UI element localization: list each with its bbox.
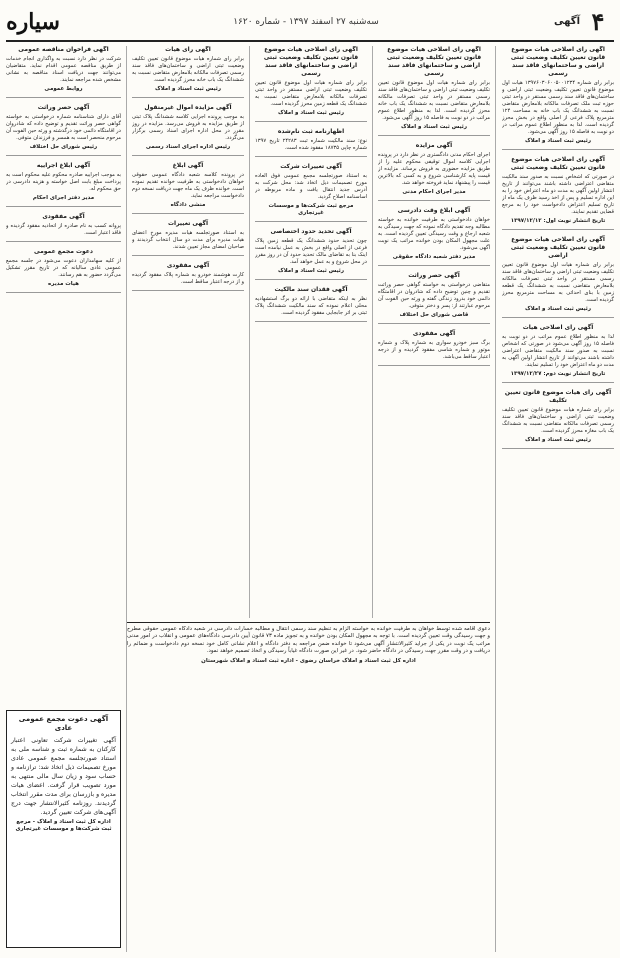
legal-notice — [502, 46, 614, 150]
legal-notice — [255, 128, 367, 157]
notice-heading: آگهی مزایده اموال غیرمنقول — [144, 104, 232, 111]
notice-heading: آگهی مفقودی — [42, 213, 85, 220]
framed-notice-body: آگهی تغییرات شرکت تعاونی اعتبار کارکنان به شماره ثبت و شناسه ملی به استناد صورتجلسه مجمع عمومی عادی مورخ تصمیمات ذیل اتخاذ شد: ترازنامه و حساب سود و زیان سال مالی منتهی به مورد تصویب قرار گرفت. اعضای هیات مدیره و بازرسان برای مدت مقرر انتخاب گردیدند. روزنامه کثیرالانتشار جهت درج آگهی‌های شرکت تعیین گردید. — [11, 737, 116, 816]
legal-notice — [255, 228, 367, 280]
framed-notice-title: آگهی دعوت مجمع عمومی عادی — [18, 715, 109, 732]
notice-heading: آگهی تحدید حدود اختصاصی — [270, 228, 352, 235]
masthead — [6, 6, 614, 42]
legal-notice — [132, 220, 244, 256]
notice-signature: رئیس ثبت اسناد و املاک — [525, 138, 591, 144]
notice-heading: آگهی رای اصلاحی هیات — [522, 324, 594, 331]
notice-heading: اظهارنامه ثبت نام‌شده — [277, 128, 345, 135]
legal-notice — [502, 389, 614, 449]
notice-signature: روابط عمومی — [44, 86, 83, 92]
notice-heading: آگهی ابلاغ — [172, 162, 204, 169]
notice-signature: مدیر دفتر اجرای احکام — [32, 195, 95, 201]
notice-body: برگ سبز خودرو سواری به شماره پلاک و شماره موتور و شماره شاسی مفقود گردیده و از درجه اعتبار ساقط می‌باشد. — [378, 340, 490, 360]
column-divider — [495, 46, 496, 952]
newspaper-page — [6, 6, 614, 952]
legal-notice — [132, 262, 244, 291]
notice-body: به موجب پرونده اجرایی کلاسه ششدانگ پلاک ثبتی از طریق مزایده به فروش می‌رسد. مزایده در روز مقرر در محل اداره اجرای اسناد رسمی برگزار می‌گردد. — [132, 114, 244, 141]
notice-heading: آگهی تغییرات — [167, 220, 209, 227]
notice-heading: آگهی فراخوان مناقصه عمومی — [18, 46, 109, 53]
notice-signature: رئیس ثبت اسناد و املاک — [401, 124, 467, 130]
notice-body: برابر رای شماره هیات اول موضوع قانون تعیین تکلیف وضعیت ثبتی اراضی و ساختمان‌های فاقد سند رسمی مستقر در واحد ثبتی تصرفات مالکانه بلامعارض متقاضی نسبت به ششدانگ یک قطعه زمین با بنای احداثی به مساحت مترمربع محرز گردیده است. — [502, 262, 614, 303]
notice-heading: دعوت مجمع عمومی — [34, 248, 93, 255]
notice-body: کارت هوشمند خودرو به شماره پلاک مفقود گردیده و از درجه اعتبار ساقط است. — [132, 272, 244, 285]
notice-body: در پرونده کلاسه شعبه دادگاه عمومی حقوقی خواهان دادخواستی به طرفیت خوانده تقدیم نموده است. خوانده ظرف یک ماه جهت دریافت نسخه دوم دادخواست مراجعه نماید. — [132, 172, 244, 199]
column-3 — [255, 46, 367, 618]
notice-heading: آگهی فقدان سند مالکیت — [274, 286, 348, 293]
legal-notice — [132, 104, 244, 156]
bottom-wide-body: دعوی اقامه شده توسط خواهان به طرفیت خوانده به خواسته الزام به تنظیم سند رسمی انتقال و مطالبه خسارات دادرسی در شعبه دادگاه عمومی حقوقی مطرح و جهت رسیدگی وقت تعیین گردیده است. با توجه به مجهول المکان بودن خوانده و به تجویز ماده ۷۳ قانون آیین دادرسی دادگاه‌های عمومی و انقلاب در امور مدنی مراتب یک نوبت در یکی از جراید کثیرالانتشار آگهی می‌شود تا خوانده ضمن مراجعه به دفتر دادگاه و اعلام نشانی کامل خود نسخه دوم دادخواست و ضمائم را دریافت و در وقت مقرر جهت رسیدگی در دادگاه حاضر شود. در غیر این صورت دادگاه غیاباً رسیدگی و اتخاذ تصمیم خواهد نمود. — [127, 626, 490, 655]
framed-notice — [6, 710, 121, 948]
legal-notice — [6, 104, 121, 156]
legal-notice — [255, 46, 367, 122]
notice-body: به استناد صورتجلسه هیات مدیره مورخ اعضای هیات مدیره برای مدت دو سال انتخاب گردیدند و صاحبان امضای مجاز تعیین شدند. — [132, 230, 244, 250]
column-4 — [132, 46, 244, 618]
bottom-wide-notice — [127, 626, 490, 836]
framed-notice-signature: اداره کل ثبت اسناد و املاک - مرجع ثبت شرکت‌ها و موسسات غیرتجاری — [15, 819, 112, 832]
notice-heading: آگهی مفقودی — [412, 330, 456, 337]
notice-signature: رئیس ثبت اسناد و املاک — [278, 110, 344, 116]
notice-signature: منشی دادگاه — [170, 202, 206, 208]
notice-heading: آگهی رای اصلاحی هیات موضوع قانون تعیین تکلیف وضعیت ثبتی اراضی — [510, 236, 606, 259]
notice-signature: مرجع ثبت شرکت‌ها و موسسات غیرتجاری — [268, 203, 354, 216]
notice-signature: رئیس شورای حل اختلاف — [29, 144, 98, 150]
column-5 — [6, 46, 121, 604]
notice-signature: مدیر اجرای احکام مدنی — [402, 189, 466, 195]
notice-heading: آگهی رای اصلاحی هیات موضوع قانون تعیین تکلیف وضعیت ثبتی اراضی و ساختمانهای فاقد سند رسمی — [510, 46, 606, 77]
legal-notice — [132, 162, 244, 214]
notice-body: لذا به منظور اطلاع عموم مراتب در دو نوبت به فاصله ۱۵ روز آگهی می‌شود در صورتی که اشخاص نسبت به صدور سند مالکیت متقاضی اعتراضی داشته باشند می‌توانند از تاریخ انتشار اولین آگهی به مدت دو ماه اعتراض خود را تسلیم نمایند. — [502, 334, 614, 368]
notice-signature: تاریخ انتشار نوبت دوم: ۱۳۹۷/۱۲/۲۷ — [510, 371, 606, 377]
notice-signature: رئیس ثبت اسناد و املاک — [525, 306, 591, 312]
legal-notice — [255, 163, 367, 222]
notice-body: برابر رای شماره هیات اول موضوع قانون تعیین تکلیف وضعیت ثبتی اراضی و ساختمان‌های فاقد سند رسمی مستقر در واحد ثبتی تصرفات مالکانه بلامعارض متقاضی نسبت به ششدانگ یک باب خانه محرز گردیده است. لذا به منظور اطلاع عموم مراتب در دو نوبت به فاصله ۱۵ روز آگهی می‌شود. — [378, 80, 490, 121]
notice-body: خواهان دادخواستی به طرفیت خوانده به خواسته مطالبه وجه تقدیم دادگاه نموده که جهت رسیدگی به شعبه ارجاع و وقت رسیدگی تعیین گردیده است. به علت مجهول المکان بودن خوانده مراتب یک نوبت آگهی می‌شود. — [378, 217, 490, 251]
page-number: ۴ — [591, 7, 605, 36]
notice-body: برابر رای شماره هیات موضوع قانون تعیین تکلیف وضعیت ثبتی اراضی و ساختمان‌های فاقد سند رسمی تصرفات مالکانه متقاضی نسبت به ششدانگ یک باب مغازه محرز گردیده است. — [502, 407, 614, 434]
notice-heading: آگهی رای هیات موضوع قانون تعیین تکلیف — [504, 389, 612, 404]
notice-heading: آگهی حصر وراثت — [37, 104, 90, 111]
notice-signature: رئیس ثبت اسناد و املاک — [525, 437, 591, 443]
notice-body: پروانه کسب به نام صادره از اتحادیه مفقود گردیده و فاقد اعتبار است. — [6, 223, 121, 236]
notice-signature: قاضی شورای حل اختلاف — [399, 312, 469, 318]
notice-body: برابر رای شماره ۱۳۹۷۶۰۳۰۶۰۰۵۰۰۱۲۳۴ هیات اول موضوع قانون تعیین تکلیف وضعیت ثبتی اراضی و ساختمان‌های فاقد سند رسمی مستقر در واحد ثبتی حوزه ثبت ملک تصرفات مالکانه بلامعارض متقاضی نسبت به ششدانگ یک باب خانه به مساحت ۱۲۴ مترمربع پلاک فرعی از اصلی واقع در بخش محرز گردیده است. لذا به منظور اطلاع عموم مراتب در دو نوبت به فاصله ۱۵ روز آگهی می‌شود. — [502, 80, 614, 135]
notice-heading: آگهی ابلاغ وقت دادرسی — [397, 207, 471, 214]
notice-heading: آگهی مفقودی — [166, 262, 210, 269]
legal-notice — [502, 324, 614, 383]
column-1 — [502, 46, 614, 952]
notice-heading: آگهی مزایده — [415, 142, 453, 149]
column-divider — [372, 46, 373, 618]
legal-notice — [378, 207, 490, 266]
section-name: آگهی — [554, 16, 580, 27]
notice-columns — [6, 46, 614, 952]
notice-heading: آگهی ابلاغ اجراییه — [36, 162, 91, 169]
legal-notice — [378, 330, 490, 366]
legal-notice — [502, 236, 614, 318]
horizontal-divider — [127, 622, 490, 623]
legal-notice — [255, 286, 367, 322]
newspaper-logo: سیاره — [6, 9, 60, 35]
notice-body: شرکت در نظر دارد نسبت به واگذاری انجام خدمات از طریق مناقصه عمومی اقدام نماید. متقاضیان می‌توانند جهت دریافت اسناد مناقصه به نشانی مشخص شده مراجعه نمایند. — [6, 56, 121, 83]
notice-body: متقاضی درخواستی به خواسته گواهی حصر وراثت تقدیم و چنین توضیح داده که شادروان در اقامتگاه دائمی خود بدرود زندگی گفته و ورثه حین الفوت آن مرحوم عبارتند از: پسر و دختر متوفی. — [378, 282, 490, 309]
legal-notice — [378, 46, 490, 136]
legal-notice — [378, 142, 490, 201]
notice-body: اجرای احکام مدنی دادگستری در نظر دارد در پرونده اجرایی کلاسه اموال توقیفی محکوم علیه را از طریق مزایده حضوری به فروش برساند. مزایده از قیمت پایه کارشناسی شروع و به کسی که بالاترین قیمت را پیشنهاد نماید فروخته خواهد شد. — [378, 152, 490, 186]
notice-body: نظر به اینکه متقاضی با ارائه دو برگ استشهادیه محلی اعلام نموده که سند مالکیت ششدانگ پلاک ثبتی بر اثر جابجایی مفقود گردیده است. — [255, 296, 367, 316]
notice-signature: هیات مدیره — [48, 281, 79, 287]
notice-signature: رئیس ثبت اسناد و املاک — [155, 86, 221, 92]
column-2 — [378, 46, 490, 618]
notice-body: به استناد صورتجلسه مجمع عمومی فوق العاده مورخ تصمیمات ذیل اتخاذ شد: محل شرکت به آدرس جدید انتقال یافت و ماده مربوطه در اساسنامه اصلاح گردید. — [255, 173, 367, 200]
notice-heading: آگهی رای اصلاحی هیات موضوع قانون تعیین تکلیف وضعیت ثبتی اراضی و ساختمانهای فاقد سند رسمی — [386, 46, 482, 77]
notice-body: در صورتی که اشخاص نسبت به صدور سند مالکیت متقاضی اعتراضی داشته باشند می‌توانند از تاریخ انتشار اولین آگهی به مدت دو ماه اعتراض خود را به این اداره تسلیم و پس از اخذ رسید ظرف یک ماه از تاریخ تسلیم اعتراض دادخواست خود را به مرجع قضایی تقدیم نمایند. — [502, 174, 614, 215]
legal-notice — [6, 162, 121, 207]
notice-signature: رئیس اداره اجرای اسناد رسمی — [145, 144, 231, 150]
notice-body: برابر رای شماره هیات اول موضوع قانون تعیین تکلیف وضعیت ثبتی اراضی مستقر در واحد ثبتی تصرفات مالکانه بلامعارض متقاضی نسبت به ششدانگ یک قطعه زمین محرز گردیده است. — [255, 80, 367, 107]
legal-notice — [6, 46, 121, 98]
notice-body: از کلیه سهامداران دعوت می‌شود در جلسه مجمع عمومی عادی سالیانه که در تاریخ مقرر تشکیل می‌گردد حضور به هم رسانند. — [6, 258, 121, 278]
issue-date-line: سه‌شنبه ۲۷ اسفند ۱۳۹۷ - شماره ۱۶۲۰ — [233, 17, 379, 27]
notice-heading: آگهی رای اصلاحی هیات موضوع قانون تعیین تکلیف وضعیت ثبتی اراضی و ساختمانهای فاقد سند رسمی — [263, 46, 359, 77]
notice-heading: آگهی تغییرات شرکت — [280, 163, 342, 170]
bottom-wide-signature: اداره کل ثبت اسناد و املاک خراسان رضوی - اداره ثبت اسناد و املاک شهرستان — [201, 657, 416, 664]
notice-body: چون تحدید حدود ششدانگ یک قطعه زمین پلاک فرعی از اصلی واقع در بخش به عمل نیامده است اینک بنا به تقاضای مالک تحدید حدود آن در روز مقرر در محل شروع و به عمل خواهد آمد. — [255, 238, 367, 265]
notice-signature: تاریخ انتشار نوبت اول: ۱۳۹۷/۱۲/۱۲ — [510, 218, 606, 224]
legal-notice — [378, 272, 490, 324]
notice-body: برابر رای شماره هیات موضوع قانون تعیین تکلیف وضعیت ثبتی اراضی و ساختمان‌های فاقد سند رسمی تصرفات مالکانه بلامعارض متقاضی نسبت به ششدانگ یک باب خانه محرز گردیده است. — [132, 56, 244, 83]
notice-body: نوع: سند مالکیت شماره ثبت ۲۴۲۸۳ تاریخ ۱۳۹۷ شماره چاپی ۱۸۷۳۵ مفقود شده است. — [255, 138, 367, 151]
legal-notice — [502, 156, 614, 230]
notice-body: به موجب اجراییه صادره محکوم علیه محکوم است به پرداخت مبلغ بابت اصل خواسته و هزینه دادرسی در حق محکوم له. — [6, 172, 121, 192]
notice-body: آقای دارای شناسنامه شماره درخواستی به خواسته گواهی حصر وراثت تقدیم و توضیح داده که شادروان در اقامتگاه دائمی خود درگذشته و ورثه حین الفوت آن مرحوم منحصر است به همسر و فرزندان متوفی. — [6, 114, 121, 141]
legal-notice — [6, 248, 121, 293]
legal-notice — [132, 46, 244, 98]
notice-heading: آگهی رای هیات — [165, 46, 211, 53]
notice-signature: رئیس ثبت اسناد و املاک — [278, 268, 344, 274]
legal-notice — [6, 213, 121, 242]
column-divider — [249, 46, 250, 618]
notice-signature: مدیر دفتر شعبه دادگاه حقوقی — [392, 254, 476, 260]
notice-heading: آگهی رای اصلاحی هیات موضوع قانون تعیین تکلیف وضعیت ثبتی — [510, 156, 606, 171]
notice-heading: آگهی حصر وراثت — [408, 272, 460, 279]
